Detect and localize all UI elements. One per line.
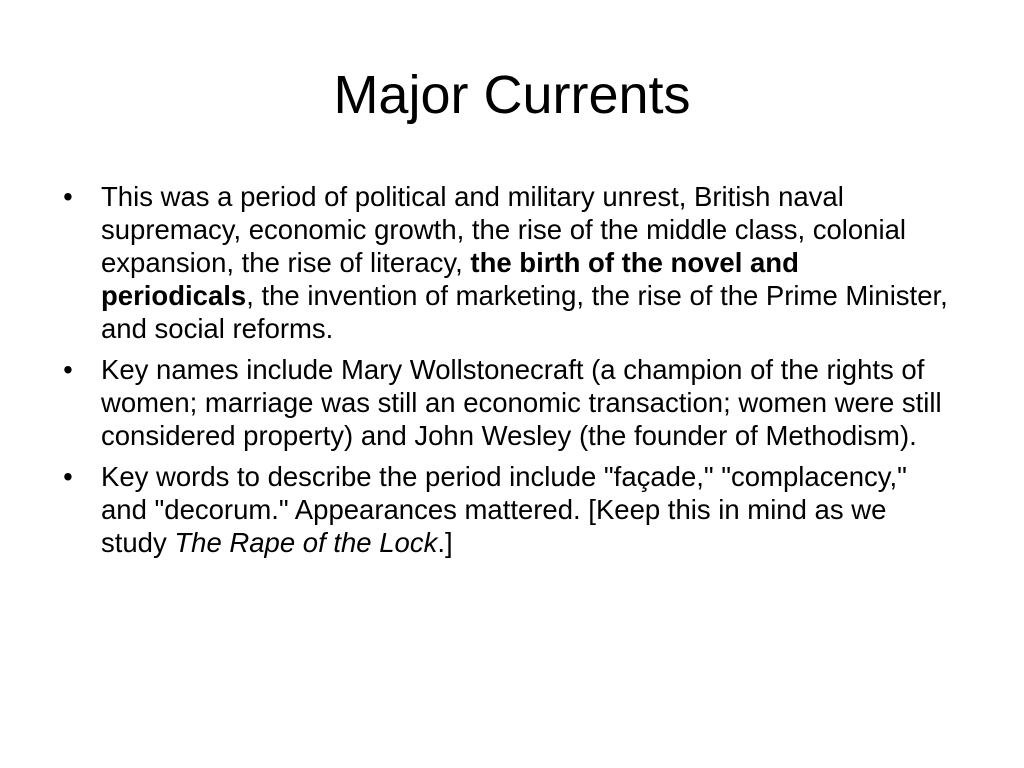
- bullet-item-key-words: [58, 460, 958, 559]
- bullet-text: Key names include Mary Wollstonecraft (a champion of the rights of women; marriage was still an economic transaction; women were still considered property) and John Wesley (the founder of Methodism).: [101, 354, 942, 451]
- bullet-item-period: [58, 180, 958, 345]
- bullet-emphasis-italic: The Rape of the Lock: [174, 527, 438, 558]
- bullet-item-key-names: [58, 353, 958, 452]
- slide-title: Major Currents: [333, 65, 691, 125]
- bullet-marker: •: [63, 461, 73, 492]
- bullet-marker: •: [63, 354, 73, 385]
- bullet-text: , the invention of marketing, the rise of the Prime Minister, and social reforms.: [101, 280, 948, 344]
- bullet-list: [58, 180, 958, 567]
- bullet-text: This was a period of political and military unrest, British naval supremacy, economic growth, the rise of the middle class, colonial expansion, the rise of literacy,: [101, 181, 906, 278]
- bullet-text: Key words to describe the period include "façade," "complacency," and "decorum." Appearances mattered. [Keep this in mind as we study: [101, 461, 907, 558]
- bullet-marker: •: [63, 181, 73, 212]
- bullet-text: .]: [437, 527, 453, 558]
- bullet-emphasis-bold: the birth of the novel and periodicals: [101, 247, 799, 311]
